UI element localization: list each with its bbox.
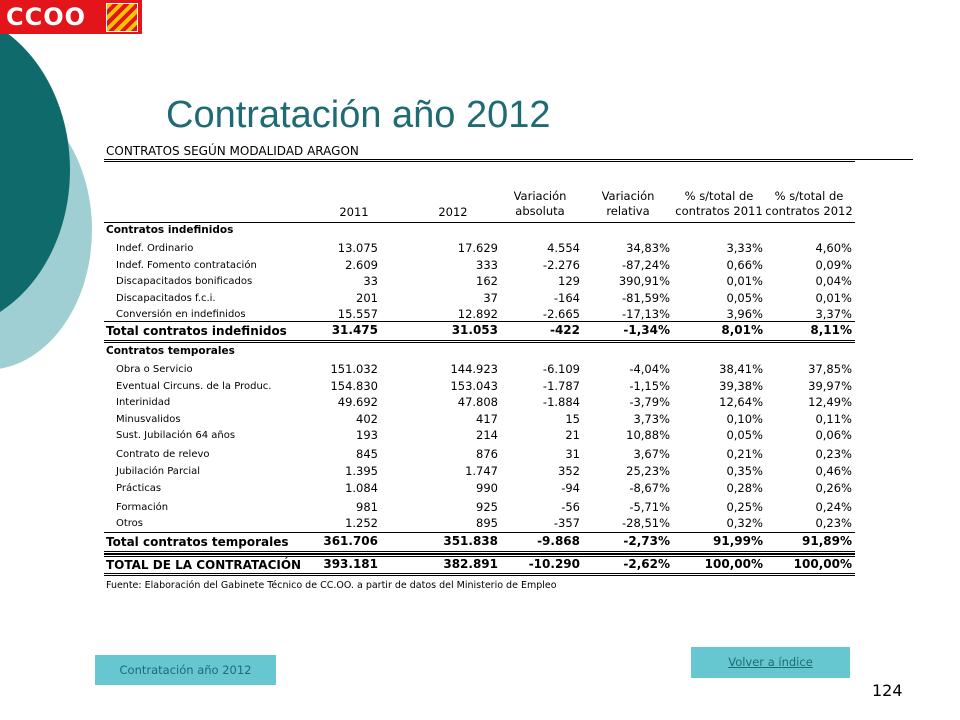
total-rule-top <box>104 532 855 533</box>
table-cell: 49.692 <box>337 395 378 409</box>
total-cell: -2,62% <box>623 557 670 571</box>
table-cell: 0,01% <box>726 274 763 288</box>
table-cell: -1.884 <box>542 395 580 409</box>
table-cell: 201 <box>356 290 378 305</box>
table-cell: -1.787 <box>542 379 580 393</box>
table-cell: 31 <box>565 447 580 461</box>
table-cell: 0,26% <box>815 481 852 495</box>
table-cell: 845 <box>356 447 378 461</box>
table-cell: 21 <box>565 428 580 442</box>
table-cell: 33 <box>363 274 378 288</box>
row-label: Otros <box>116 518 144 529</box>
table-cell: 3,37% <box>815 307 852 321</box>
section-heading: Contratos temporales <box>106 345 235 357</box>
table-cell: 17.629 <box>457 241 498 255</box>
table-cell: -2.276 <box>542 257 580 272</box>
total-cell: -9.868 <box>537 534 580 548</box>
row-label: Indef. Ordinario <box>116 243 194 254</box>
table-cell: 1.084 <box>345 481 378 495</box>
row-label: Discapacitados bonificados <box>116 276 253 287</box>
table-cell: 0,23% <box>815 447 852 461</box>
total-cell: 91,89% <box>802 534 852 548</box>
back-to-index-button[interactable]: Volver a índice <box>691 647 850 678</box>
table-cell: 3,73% <box>633 412 670 426</box>
footer-section-tab: Contratación año 2012 <box>95 655 276 685</box>
table-cell: 0,32% <box>726 516 763 530</box>
total-rule-bottom <box>104 551 855 552</box>
table-cell: 4,60% <box>815 241 852 255</box>
table-cell: 0,11% <box>815 412 852 426</box>
header-2012: 2012 <box>438 205 468 219</box>
row-label: Sust. Jubilación 64 años <box>116 430 236 441</box>
total-cell: 8,01% <box>721 323 763 337</box>
source-note: Fuente: Elaboración del Gabinete Técnico de CC.OO. a partir de datos del Ministerio de Empleo <box>106 580 557 591</box>
table-cell: -6.109 <box>542 362 580 376</box>
row-label: Indef. Fomento contratación <box>116 259 257 271</box>
page-title: Contratación año 2012 <box>166 94 551 136</box>
total-cell: -2,73% <box>623 534 670 548</box>
table-cell: -81,59% <box>622 290 670 305</box>
table-cell: -94 <box>561 481 580 495</box>
table-cell: 3,67% <box>633 447 670 461</box>
table-cell: 0,05% <box>726 428 763 442</box>
table-cell: 402 <box>356 412 378 426</box>
row-label: Interinidad <box>116 397 171 408</box>
table-cell: 352 <box>558 464 580 478</box>
total-cell: -422 <box>549 323 580 337</box>
row-label: Obra o Servicio <box>116 364 193 375</box>
grand-total-rule-top <box>104 554 855 555</box>
table-cell: 417 <box>476 412 498 426</box>
header-2011: 2011 <box>339 205 369 219</box>
table-cell: 0,24% <box>815 500 852 514</box>
table-cell: 37,85% <box>808 362 852 376</box>
row-label: Eventual Circuns. de la Produc. <box>116 381 272 392</box>
total-cell: 361.706 <box>323 534 378 548</box>
table-cell: 129 <box>558 274 580 288</box>
table-cell: -1,15% <box>629 379 670 393</box>
row-label: Prácticas <box>116 483 162 494</box>
table-cell: 47.808 <box>457 395 498 409</box>
total-cell: 351.838 <box>443 534 498 548</box>
table-cell: 10,88% <box>626 428 670 442</box>
table-cell: 1.252 <box>345 516 378 530</box>
total-cell: 100,00% <box>704 557 763 571</box>
table-cell: -28,51% <box>622 516 670 530</box>
logo-text: CCOO <box>6 3 87 31</box>
table-cell: 34,83% <box>626 241 670 255</box>
table-cell: 3,96% <box>726 307 763 321</box>
table-cell: 4.554 <box>547 241 580 255</box>
table-cell: -2.665 <box>542 307 580 321</box>
table-cell: -357 <box>553 516 580 530</box>
row-label: Formación <box>116 502 169 513</box>
table-cell: 925 <box>476 500 498 514</box>
table-cell: -17,13% <box>622 307 670 321</box>
table-cell: 390,91% <box>618 274 670 288</box>
divider <box>104 161 855 162</box>
table-cell: 0,23% <box>815 516 852 530</box>
table-cell: 12,49% <box>808 395 852 409</box>
table-cell: 15.557 <box>337 307 378 321</box>
table-cell: -8,67% <box>629 481 670 495</box>
table-cell: 1.747 <box>465 464 498 478</box>
total-rule-bottom <box>104 340 855 341</box>
table-cell: 0,01% <box>815 290 852 305</box>
table-cell: -3,79% <box>629 395 670 409</box>
total-cell: 100,00% <box>793 557 852 571</box>
table-cell: 38,41% <box>719 362 763 376</box>
table-title: CONTRATOS SEGÚN MODALIDAD ARAGON <box>106 144 359 158</box>
table-cell: 153.043 <box>450 379 498 393</box>
table-cell: 37 <box>483 290 498 305</box>
total-row-label: Total contratos indefinidos <box>106 324 287 338</box>
table-cell: 12,64% <box>719 395 763 409</box>
table-cell: 2.609 <box>345 257 378 272</box>
table-cell: 154.830 <box>330 379 378 393</box>
total-rule-top <box>104 321 855 322</box>
table-cell: 990 <box>476 481 498 495</box>
table-cell: 39,97% <box>808 379 852 393</box>
row-label: Conversión en indefinidos <box>116 309 246 320</box>
total-cell: 91,99% <box>713 534 763 548</box>
row-label: Discapacitados f.c.i. <box>116 292 216 304</box>
table-cell: 0,46% <box>815 464 852 478</box>
header-var-rel: Variación relativa <box>601 189 655 218</box>
header-rule <box>104 222 855 223</box>
grand-total-rule-bottom <box>104 575 855 576</box>
table-cell: 0,28% <box>726 481 763 495</box>
table-cell: 151.032 <box>330 362 378 376</box>
table-cell: 3,33% <box>726 241 763 255</box>
table-cell: 0,25% <box>726 500 763 514</box>
table-cell: -164 <box>553 290 580 305</box>
table-cell: 0,09% <box>815 257 852 272</box>
total-rule-bottom <box>104 342 855 343</box>
page-number: 124 <box>872 681 903 700</box>
row-label: Minusvalidos <box>116 414 181 425</box>
table-cell: 333 <box>476 257 498 272</box>
table-cell: 0,05% <box>726 290 763 305</box>
table-cell: 162 <box>476 274 498 288</box>
header-pct-2012: % s/total de contratos 2012 <box>765 189 853 218</box>
header-var-abs: Variación absoluta <box>513 189 567 218</box>
table-cell: 39,38% <box>719 379 763 393</box>
table-cell: 0,10% <box>726 412 763 426</box>
aragon-flag-icon <box>106 3 138 32</box>
total-cell: 31.053 <box>451 323 498 337</box>
ccoo-logo <box>0 0 142 34</box>
row-label: Contrato de relevo <box>116 449 210 460</box>
table-cell: -56 <box>561 500 580 514</box>
total-cell: 382.891 <box>443 557 498 571</box>
table-cell: -87,24% <box>622 257 670 272</box>
table-cell: 15 <box>565 412 580 426</box>
total-cell: -10.290 <box>528 557 580 571</box>
grand-total-rule-bottom <box>104 573 855 574</box>
table-cell: -4,04% <box>629 362 670 376</box>
table-cell: -5,71% <box>629 500 670 514</box>
total-cell: -1,34% <box>623 323 670 337</box>
total-cell: 31.475 <box>331 323 378 337</box>
table-cell: 214 <box>476 428 498 442</box>
table-cell: 0,06% <box>815 428 852 442</box>
table-cell: 0,35% <box>726 464 763 478</box>
table-cell: 876 <box>476 447 498 461</box>
total-row-label: Total contratos temporales <box>106 535 289 549</box>
divider <box>104 159 913 160</box>
table-cell: 1.395 <box>345 464 378 478</box>
section-heading: Contratos indefinidos <box>106 224 234 236</box>
table-cell: 0,04% <box>815 274 852 288</box>
table-cell: 193 <box>356 428 378 442</box>
table-cell: 25,23% <box>626 464 670 478</box>
total-cell: 393.181 <box>323 557 378 571</box>
row-label: Jubilación Parcial <box>116 466 201 477</box>
total-row-label: TOTAL DE LA CONTRATACIÓN <box>106 558 302 572</box>
table-cell: 895 <box>476 516 498 530</box>
table-cell: 144.923 <box>450 362 498 376</box>
table-cell: 13.075 <box>337 241 378 255</box>
table-cell: 0,21% <box>726 447 763 461</box>
table-cell: 981 <box>356 500 378 514</box>
header-pct-2011: % s/total de contratos 2011 <box>675 189 763 218</box>
table-cell: 12.892 <box>457 307 498 321</box>
total-cell: 8,11% <box>810 323 852 337</box>
table-cell: 0,66% <box>726 257 763 272</box>
